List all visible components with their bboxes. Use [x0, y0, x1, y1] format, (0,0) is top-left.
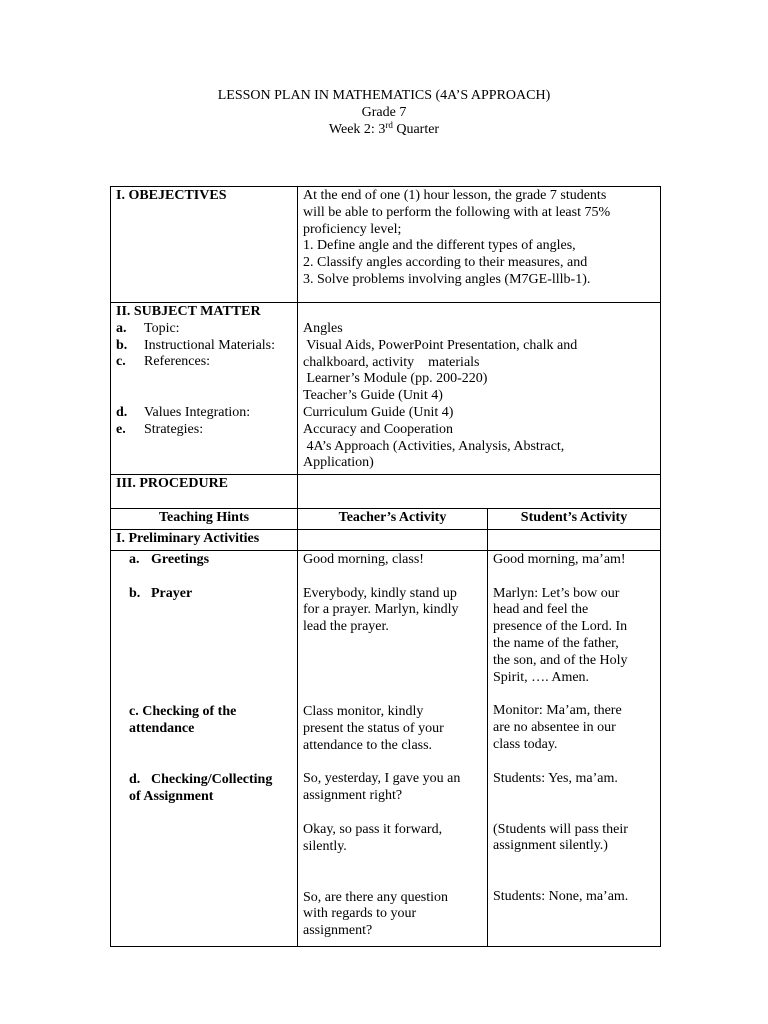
preliminary-activities-row	[111, 529, 661, 550]
student-pass-line: assignment silently.)	[493, 838, 608, 854]
teacher-activity-cell	[298, 550, 488, 946]
procedure-column-headers	[111, 509, 661, 530]
teacher-greeting: Good morning, class!	[303, 551, 424, 567]
hint-greetings: a. Greetings	[129, 551, 210, 567]
document-header	[0, 87, 768, 138]
subject-value-line: Curriculum Guide (Unit 4)	[303, 404, 454, 420]
student-prayer-line: presence of the Lord. In	[493, 619, 628, 635]
hint-attendance: c. Checking of the	[129, 704, 237, 720]
column-header-teaching-hints: Teaching Hints	[111, 509, 298, 530]
subject-item-strategies: e. Strategies:	[116, 421, 204, 437]
teacher-prayer-line: Everybody, kindly stand up	[303, 585, 457, 601]
teacher-assignment-line: assignment right?	[303, 788, 403, 804]
hint-assignment: d. Checking/Collecting	[129, 771, 273, 787]
lesson-plan-table	[110, 186, 661, 947]
subject-value-line: Learner’s Module (pp. 200-220)	[303, 371, 488, 387]
subject-item-values: d. Values Integration:	[116, 405, 251, 421]
student-greeting: Good morning, ma’am!	[493, 551, 626, 567]
preliminary-activities-heading: I. Preliminary Activities	[116, 530, 260, 546]
procedure-heading: III. PROCEDURE	[116, 476, 229, 492]
subject-item-topic: a. Topic:	[116, 320, 180, 336]
objectives-heading: I. OBEJECTIVES	[116, 188, 227, 203]
subject-value-line: Angles	[303, 321, 343, 336]
student-pass-line: (Students will pass their	[493, 821, 628, 837]
subject-value-line: Visual Aids, PowerPoint Presentation, chalk and	[303, 337, 578, 353]
subject-item-materials: b. Instructional Materials:	[116, 337, 276, 353]
student-prayer-line: Marlyn: Let’s bow our	[493, 585, 620, 601]
subject-matter-row	[111, 303, 661, 475]
subject-matter-heading: II. SUBJECT MATTER	[116, 304, 261, 319]
student-prayer-line: the name of the father,	[493, 635, 619, 651]
student-activity-cell	[488, 550, 661, 946]
teacher-attendance-line: attendance to the class.	[303, 737, 433, 753]
teacher-assignment-line: So, yesterday, I gave you an	[303, 771, 461, 787]
objective-line: will be able to perform the following with at least 75%	[303, 204, 611, 220]
lesson-plan-title: LESSON PLAN IN MATHEMATICS (4A’S APPROACH)	[217, 88, 551, 103]
hint-prayer: b. Prayer	[129, 585, 193, 601]
objective-line: 3. Solve problems involving angles (M7GE-lllb-1).	[303, 271, 591, 287]
teacher-prayer-line: for a prayer. Marlyn, kindly	[303, 602, 459, 618]
student-assignment-reply: Students: Yes, ma’am.	[493, 770, 618, 786]
student-prayer-line: the son, and of the Holy	[493, 652, 628, 668]
subject-value-line: 4A’s Approach (Activities, Analysis, Abstract,	[303, 438, 565, 454]
teaching-hints-cell	[111, 550, 298, 946]
week-label: Week 2: 3rd Quarter	[328, 120, 440, 137]
teacher-attendance-line: Class monitor, kindly	[303, 703, 424, 719]
teacher-question-line: with regards to your	[303, 906, 417, 922]
objective-line: 1. Define angle and the different types of angles,	[303, 238, 576, 254]
teacher-prayer-line: lead the prayer.	[303, 619, 389, 635]
subject-value-line: Accuracy and Cooperation	[303, 421, 454, 437]
teacher-pass-line: Okay, so pass it forward,	[303, 821, 443, 837]
activities-body-row	[111, 550, 661, 946]
teacher-question-line: assignment?	[303, 923, 373, 939]
hint-assignment-cont: of Assignment	[129, 788, 214, 804]
week-superscript: rd	[385, 120, 393, 130]
student-prayer-line: Spirit, …. Amen.	[493, 669, 590, 685]
teacher-question-line: So, are there any question	[303, 889, 449, 905]
procedure-row	[111, 475, 661, 509]
column-header-teacher-activity: Teacher’s Activity	[298, 509, 488, 530]
objectives-text	[298, 187, 661, 303]
teacher-pass-line: silently.	[303, 838, 347, 854]
subject-matter-values	[298, 303, 661, 475]
hint-attendance-cont: attendance	[129, 721, 195, 737]
objective-line: At the end of one (1) hour lesson, the grade 7 students	[303, 188, 607, 203]
subject-value-line: chalkboard, activity materials	[303, 354, 480, 370]
subject-value-line: Application)	[303, 455, 374, 471]
student-question-reply: Students: None, ma’am.	[493, 889, 629, 905]
grade-label: Grade 7	[361, 105, 407, 120]
objective-line: proficiency level;	[303, 221, 402, 237]
subject-value-line: Teacher’s Guide (Unit 4)	[303, 388, 443, 404]
student-prayer-line: head and feel the	[493, 602, 589, 618]
student-attendance-line: Monitor: Ma’am, there	[493, 703, 622, 719]
subject-item-references: c. References:	[116, 354, 211, 370]
objectives-row	[111, 187, 661, 303]
student-attendance-line: class today.	[493, 736, 558, 752]
objective-line: 2. Classify angles according to their measures, and	[303, 255, 588, 271]
student-attendance-line: are no absentee in our	[493, 720, 616, 736]
column-header-student-activity: Student’s Activity	[488, 509, 661, 530]
teacher-attendance-line: present the status of your	[303, 720, 444, 736]
